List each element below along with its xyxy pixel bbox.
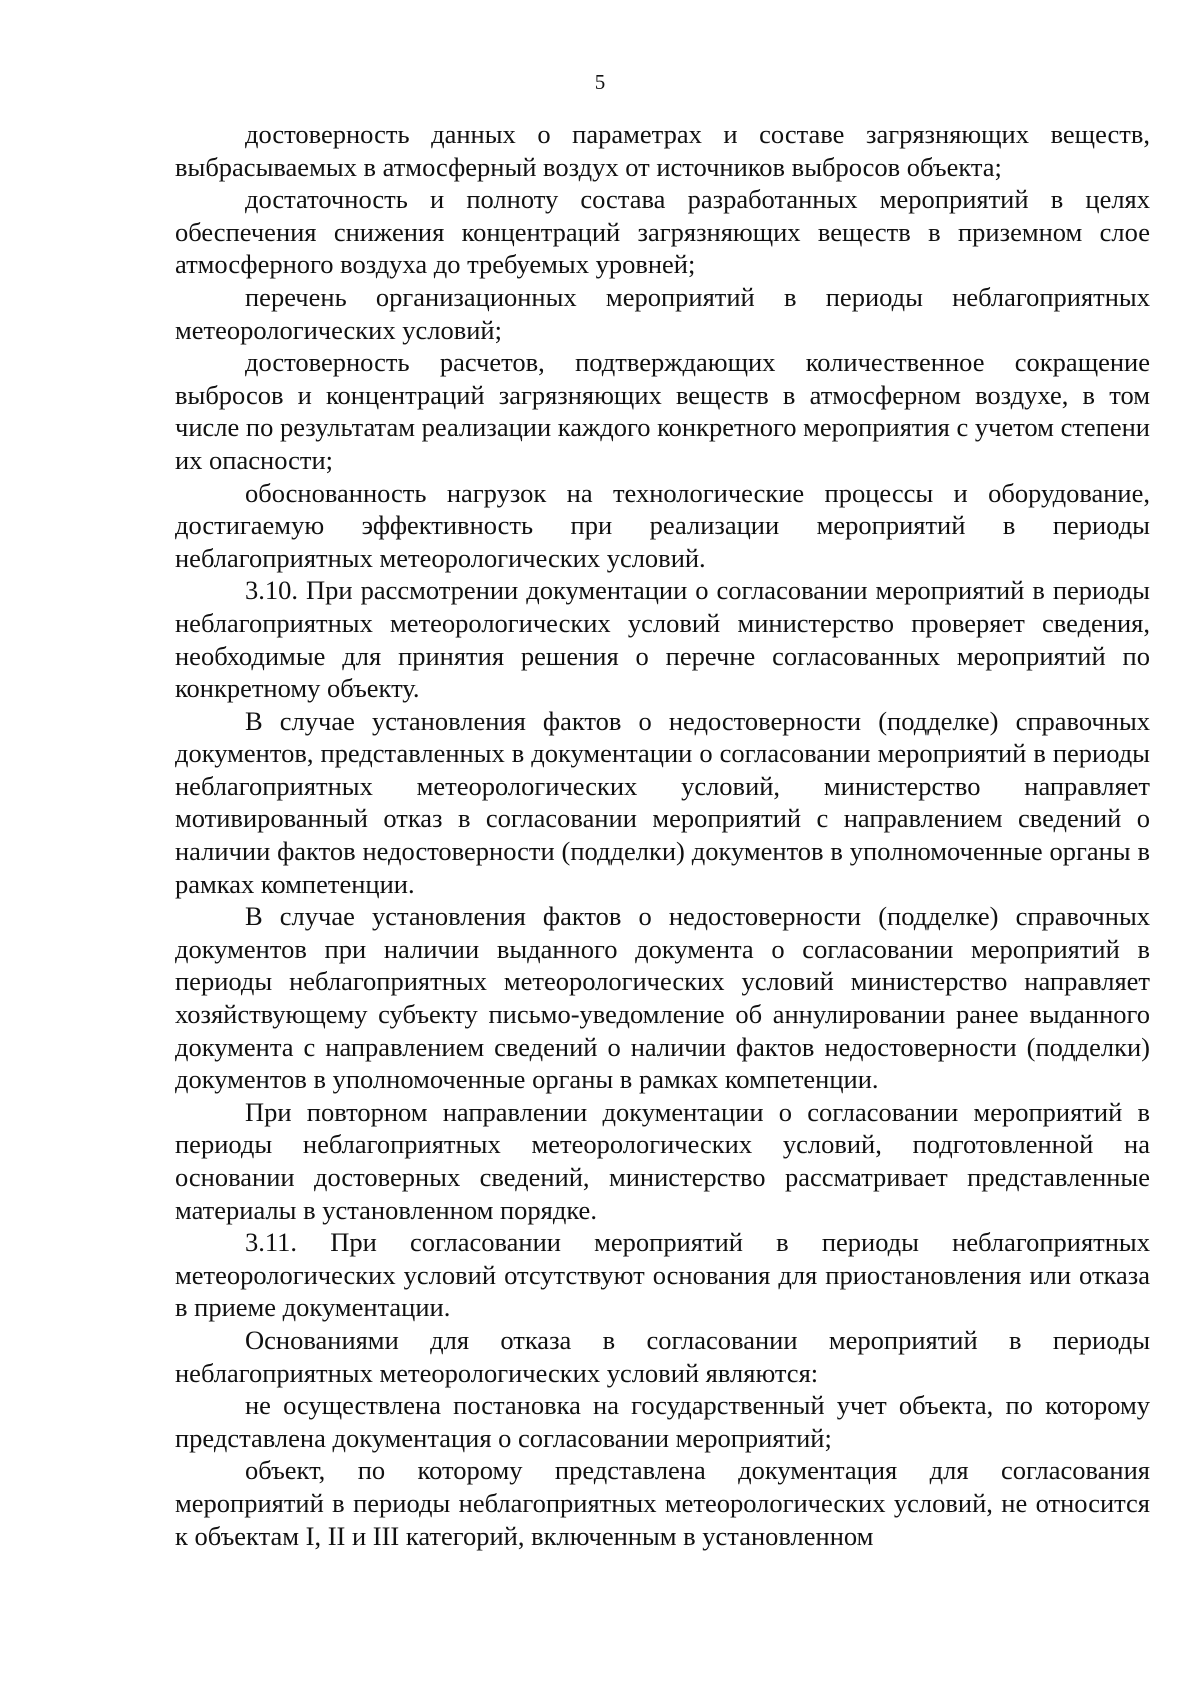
paragraph: обоснованность нагрузок на технологические процессы и оборудование, достигаемую эффективность при реализации мероприятий в периоды неблагоприятных метеорологических условий. (175, 477, 1150, 573)
document-body (175, 118, 1150, 1552)
paragraph: Основаниями для отказа в согласовании мероприятий в периоды неблагоприятных метеорологических условий являются: (175, 1324, 1150, 1388)
paragraph: В случае установления фактов о недостоверности (подделке) справочных документов, представленных в документации о согласовании мероприятий в периоды неблагоприятных метеорологических условий, министерство направляет мотивированный отказ в согласовании мероприятий с направлением сведений о наличии фактов недостоверности (подделки) документов в уполномоченные органы в рамках компетенции. (175, 705, 1150, 899)
paragraph: объект, по которому представлена документация для согласования мероприятий в периоды неблагоприятных метеорологических условий, не относится к объектам I, II и III категорий, включенным в установленном (175, 1455, 1150, 1551)
section-3-11-paragraph: 3.11. При согласовании мероприятий в периоды неблагоприятных метеорологических условий отсутствуют основания для приостановления или отказа в приеме документации. (175, 1227, 1150, 1323)
paragraph: достоверность расчетов, подтверждающих количественное сокращение выбросов и концентраций загрязняющих веществ в атмосферном воздухе, в том числе по результатам реализации каждого конкретного мероприятия с учетом степени их опасности; (175, 347, 1150, 475)
section-3-10-paragraph: 3.10. При рассмотрении документации о согласовании мероприятий в периоды неблагоприятных метеорологических условий министерство проверяет сведения, необходимые для принятия решения о перечне согласованных мероприятий по конкретному объекту. (175, 575, 1150, 704)
paragraph: достаточность и полноту состава разработанных мероприятий в целях обеспечения снижения концентраций загрязняющих веществ в приземном слое атмосферного воздуха до требуемых уровней; (175, 184, 1150, 280)
paragraph: не осуществлена постановка на государственный учет объекта, по которому представлена документация о согласовании мероприятий; (175, 1390, 1150, 1453)
page-number: 5 (594, 70, 606, 94)
paragraph: достоверность данных о параметрах и составе загрязняющих веществ, выбрасываемых в атмосферный воздух от источников выбросов объекта; (175, 119, 1150, 182)
paragraph: В случае установления фактов о недостоверности (подделке) справочных документов при наличии выданного документа о согласовании мероприятий в периоды неблагоприятных метеорологических условий министерство направляет хозяйствующему субъекту письмо-уведомление об аннулировании ранее выданного документа с направлением сведений о наличии фактов недостоверности (подделки) документов в уполномоченные органы в рамках компетенции. (175, 901, 1150, 1095)
paragraph: перечень организационных мероприятий в периоды неблагоприятных метеорологических условий; (175, 281, 1150, 345)
paragraph: При повторном направлении документации о согласовании мероприятий в периоды неблагоприятных метеорологических условий, подготовленной на основании достоверных сведений, министерство рассматривает представленные материалы в установленном порядке. (175, 1096, 1150, 1225)
